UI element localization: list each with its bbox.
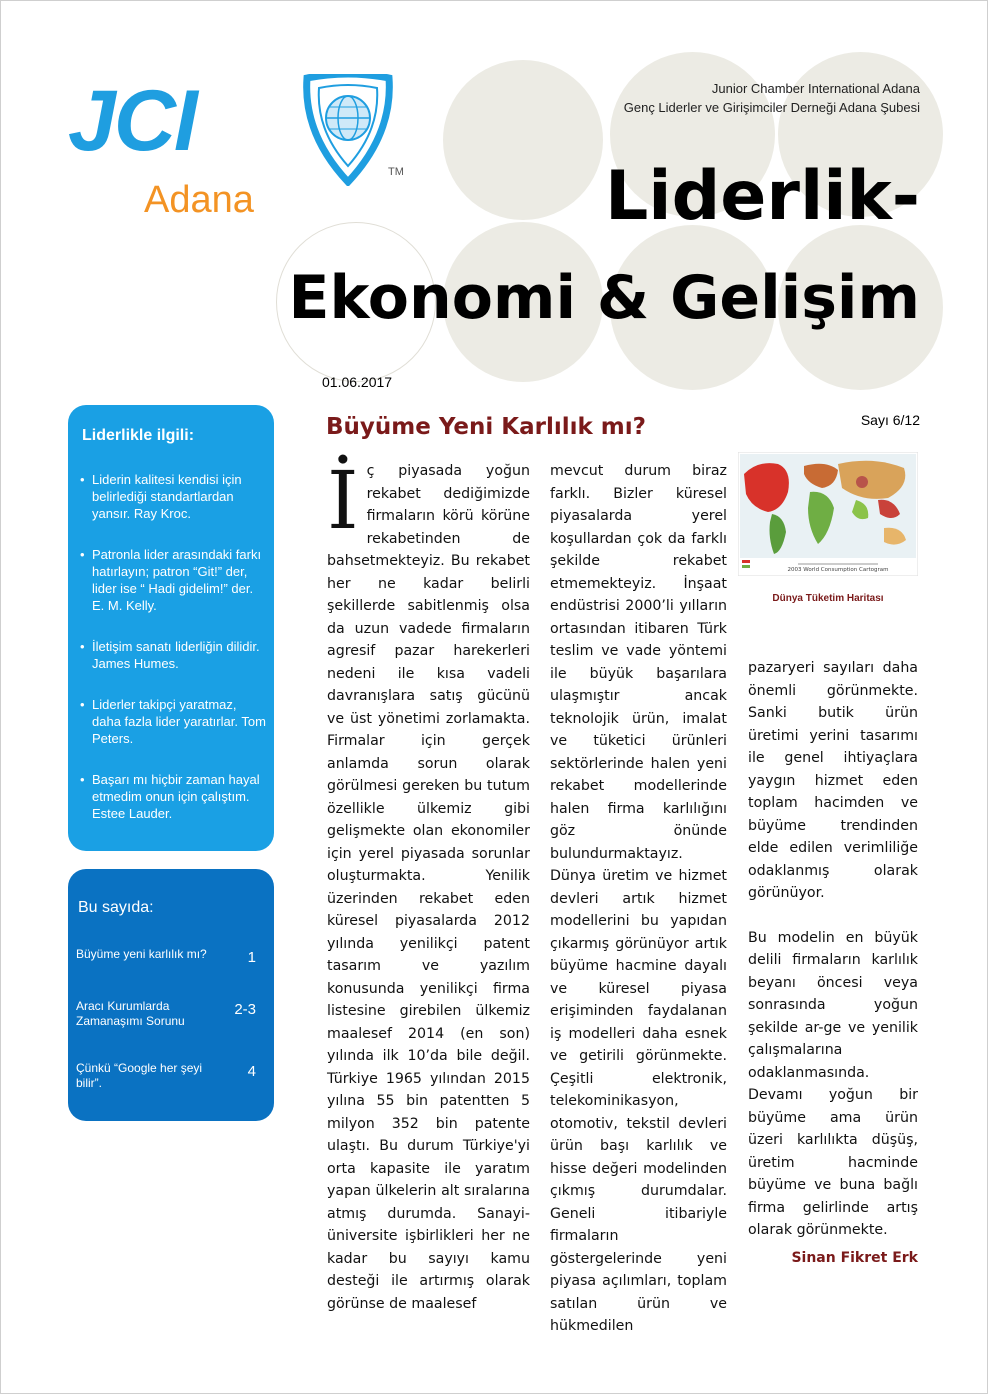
column-2-text: mevcut durum biraz farklı. Bizler küresel piyasalarda yerel koşullardan çok da farklı şekilde rekabet etmemekteyiz. İnşaat endüstrisi 2000’li yılların ortasından itibaren Türk teslim ve vade yöntemi ile büyük başarılara ulaşmıştır ancak teknolojik ürün, imalat ve tüketici ürünleri sektörlerinde halen yeni rekabet modellerinde halen firma karlılığını göz önünde bulundurmaktayız. Dünya üretim ve hizmet devleri artık hizmet modellerini bu yapıdan çıkarmış görünüyor artık büyüme hacmine dayalı ve küresel piyasa erişiminden faydalanan iş modelleri daha esnek ve getirili görünmekte. Çeşitli elektronik, telekominikasyon, otomotiv, tekstil devleri ürün başı karlılık ve hisse değeri modelinden çıkmış durumdalar. Geneli itibariyle firmaların göstergelerinde yeni piyasa açılımları, toplam satılan ürün ve hükmedilen <box>550 463 727 1334</box>
toc-item-title: Çünkü “Google her şeyi bilir”. <box>76 1061 203 1090</box>
org-name-line-1: Junior Chamber International Adana <box>711 81 920 96</box>
column-3-paragraph-1: pazaryeri sayıları daha önemli görünmekte. Sanki butik ürün üretimi yerini tasarımı ile genel ihtiyaçlara yaygın hizmet eden toplam hacimden ve büyüme trendinden elde edilen verimliliğe odaklanmış olarak görünüyor. <box>748 660 918 901</box>
toc-item-title: Aracı Kurumlarda Zamanaşımı Sorunu <box>76 999 185 1028</box>
quote-text: İletişim sanatı liderliğin dilidir. James Humes. <box>92 639 260 671</box>
bullet-icon: • <box>80 547 85 562</box>
column-1-text: ç piyasada yoğun rekabet dediğimizde firmaların körü körüne rekabetinden de bahsetmekteyiz. Bu rekabet her ne kadar belirli şekillerde sabitlenmiş olsa da uzun vadede firmaların agresif pazar harekerleri nedeni ile kısa vadeli davranışlara satış gücünü ve üst yönetimi zorlamakta. Firmalar için gerçek anlamda sorun olarak görülmesi gereken bu tutum özellikle ülkemiz gibi gelişmekte olan ekonomiler için yerel piyasada sorunlar oluşturmakta. Yenilik üzerinden rekabet eden küresel piyasalarda 2012 yılında yenilikçi patent tasarım ve yazılım konusunda yenilikçi firma listesine girebilen ülkemiz maalesef 2014 (en son) yılında ilk 10’da bile değil. Türkiye 1965 yılından 2015 yılına 55 bin patentten 5 milyon 352 bin patente ulaştı. Bu durum Türkiye'yi orta kapasite ile yaratım yapan ülkelerin alt sıralarına atmış durumda. Sanayi-üniversite işbirlikleri her ne kadar bu sayıyı kamu desteği ile artırmış olarak görünse de maalesef <box>327 463 530 1312</box>
map-caption: Dünya Tüketim Haritası <box>772 593 884 604</box>
issue-date: 01.06.2017 <box>322 374 393 390</box>
quote-text: Liderin kalitesi kendisi için belirlediği standartlardan yansır. Ray Kroc. <box>92 472 242 521</box>
dropcap: İ <box>327 454 359 547</box>
column-3-paragraph-2: Bu modelin en büyük delili firmaların karlılık beyanı öncesi veya sonrasında yoğun şekilde ar-ge ve yenilik çalışmalarına odaklanmasında. Devamı yoğun bir büyüme ama ürün üzeri karlılıkta düşüş, üretim hacminde büyüme ve buna bağlı firma gelirlinde artış olarak görünmekte. <box>748 929 918 1238</box>
toc-item-page: 2-3 <box>234 1001 256 1018</box>
article-headline: Büyüme Yeni Karlılık mı? <box>326 414 646 440</box>
quote-item <box>80 696 266 747</box>
article-column-1 <box>327 454 530 1315</box>
bullet-icon: • <box>80 697 85 712</box>
title-line-2: Ekonomi & Gelişim <box>288 263 920 333</box>
map-inner-label: 2003 World Consumption Cartogram <box>787 567 889 573</box>
quotes-list <box>80 471 266 846</box>
toc-item-page: 1 <box>247 949 256 966</box>
logo-city: Adana <box>144 179 254 221</box>
shield-icon <box>301 74 395 190</box>
quote-text: Başarı mı hiçbir zaman hayal etmedim onun için çalıştım. Estee Lauder. <box>92 772 260 821</box>
logo-wordmark: JCI <box>68 73 196 169</box>
article-column-3 <box>748 657 918 1242</box>
toc-item-title: Büyüme yeni karlılık mı? <box>76 947 207 961</box>
quotes-sidebar <box>68 405 274 851</box>
article-column-2 <box>550 460 727 1338</box>
org-name-line-2: Genç Liderler ve Girişimciler Derneği Adana Şubesi <box>623 100 920 115</box>
article-author: Sinan Fikret Erk <box>791 1250 918 1266</box>
quote-item <box>80 638 266 672</box>
bullet-icon: • <box>80 772 85 787</box>
issue-number: Sayı 6/12 <box>860 412 920 428</box>
quote-text: Patronla lider arasındaki farkı hatırlayın; patron “Git!” der, lider ise “ Hadi gidelim!” der. E. M. Kelly. <box>92 547 262 613</box>
world-consumption-map <box>738 452 918 576</box>
toc-sidebar <box>68 869 274 1121</box>
toc-heading: Bu sayıda: <box>78 899 154 916</box>
bullet-icon: • <box>80 639 85 654</box>
title-line-1: Liderlik- <box>604 157 920 236</box>
quotes-heading: Liderlikle ilgili: <box>82 427 195 444</box>
toc-item-page: 4 <box>247 1063 256 1080</box>
logo-tm: TM <box>388 166 404 178</box>
quote-item <box>80 471 266 522</box>
quote-item <box>80 771 266 822</box>
decor-circle-1 <box>443 60 603 220</box>
quote-item <box>80 546 266 614</box>
quote-text: Liderler takipçi yaratmaz, daha fazla lider yaratırlar. Tom Peters. <box>92 697 266 746</box>
bullet-icon: • <box>80 472 85 487</box>
